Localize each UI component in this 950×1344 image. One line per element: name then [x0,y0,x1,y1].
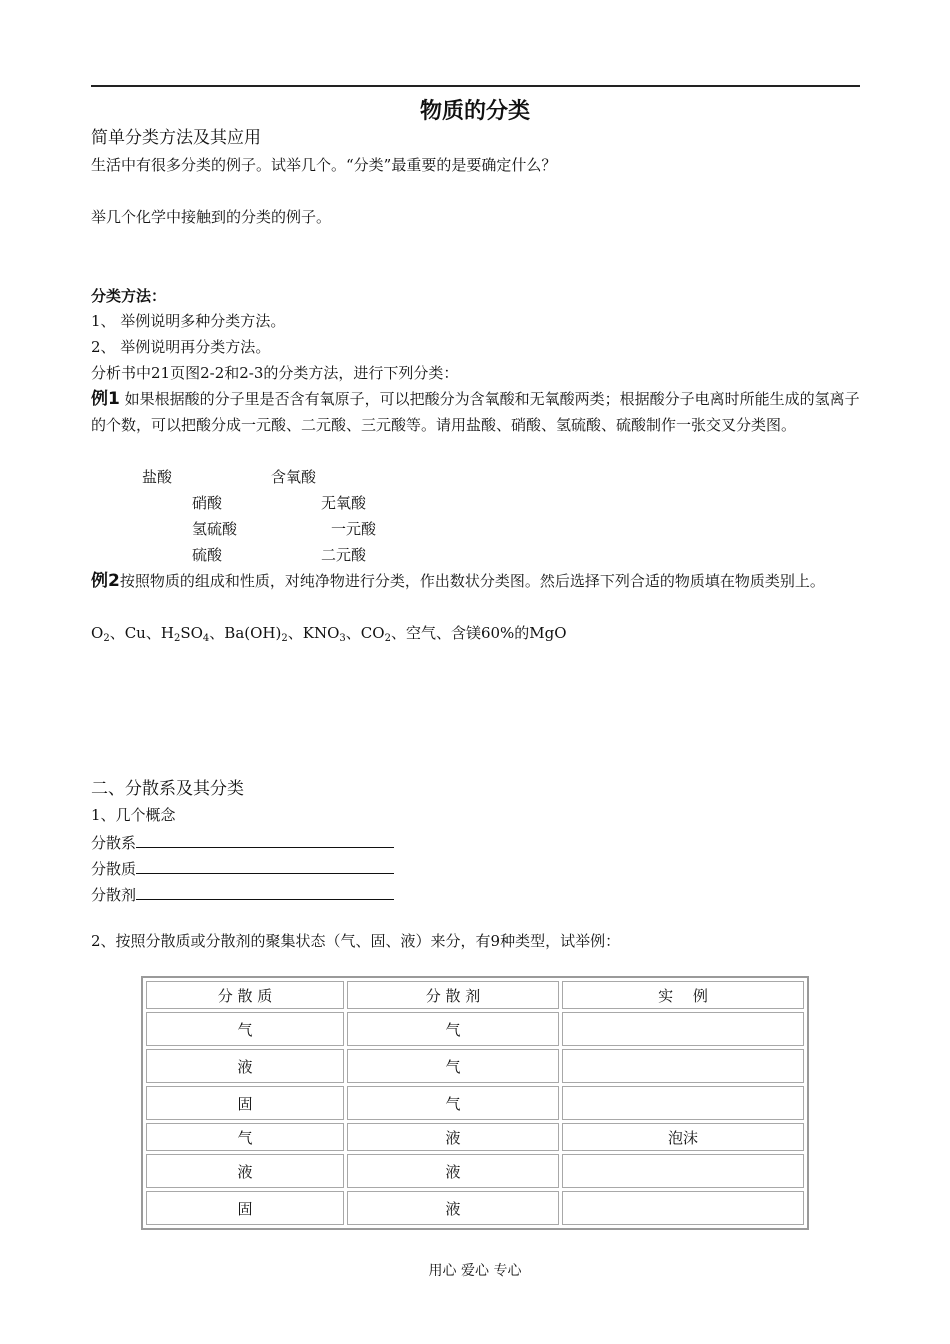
cell-example[interactable]: 泡沫 [562,1123,804,1151]
cell-medium: 气 [347,1086,559,1120]
types-question: 2、按照分散质或分散剂的聚集状态（气、固、液）来分，有9种类型，试举例： [91,932,621,950]
concepts-title: 1、几个概念 [91,806,176,824]
methods-item-1: 1、 举例说明多种分类方法。 [91,312,286,330]
cell-example[interactable] [562,1012,804,1046]
acid-qingliusuan: 氢硫酸 [192,520,238,538]
cell-medium: 液 [347,1191,559,1225]
analysis-instruction: 分析书中21页图2-2和2-3的分类方法，进行下列分类： [91,364,459,382]
header-dispersed-phase: 分 散 质 [146,981,344,1009]
blank-line[interactable] [136,831,394,848]
blank-line[interactable] [136,883,394,900]
substance-list: $O_2$、Cu、$H_2SO_4$、$Ba(OH)_2$、$KNO_3$、$CO_2$、空气、含镁60%的MgO [91,624,567,644]
example-1-label: 例1 [91,389,120,409]
page-title: 物质的分类 [419,99,530,124]
category-dibasic: 二元酸 [321,546,367,564]
cell-phase: 固 [146,1191,344,1225]
dispersion-table [141,976,809,1230]
cell-phase: 液 [146,1154,344,1188]
category-monobasic: 一元酸 [331,520,377,538]
field-fensanzhi: 分散质 [91,857,394,879]
example-2-text: 按照物质的组成和性质，对纯净物进行分类，作出数状分类图。然后选择下列合适的物质填在物质类别上。 [119,572,825,590]
table-header-row [146,981,804,1009]
question-2: 举几个化学中接触到的分类的例子。 [91,208,332,226]
cell-phase: 气 [146,1012,344,1046]
example-2-label: 例2 [91,571,120,591]
section2-heading: 二、分散系及其分类 [91,779,244,799]
cell-medium: 液 [347,1123,559,1151]
table-row [146,1049,804,1083]
cell-example[interactable] [562,1049,804,1083]
cell-example[interactable] [562,1154,804,1188]
header-dispersion-medium: 分 散 剂 [347,981,559,1009]
table-row [146,1086,804,1120]
header-example: 实 例 [562,981,804,1009]
example-2 [91,568,861,594]
cell-medium: 气 [347,1012,559,1046]
table-row [146,1191,804,1225]
cell-medium: 液 [347,1154,559,1188]
cell-example[interactable] [562,1191,804,1225]
category-oxyacid: 含氧酸 [271,468,317,486]
field-fensanxi: 分散系 [91,831,394,853]
acid-liusuan: 硫酸 [192,546,223,564]
example-1-text: 如果根据酸的分子里是否含有氧原子，可以把酸分为含氧酸和无氧酸两类；根据酸分子电离时所能生成的氢离子的个数，可以把酸分成一元酸、二元酸、三元酸等。请用盐酸、硝酸、氢硫酸、硫酸制作一张交叉分类图。 [91,390,860,434]
category-non-oxyacid: 无氧酸 [321,494,367,512]
cell-phase: 固 [146,1086,344,1120]
question-1: 生活中有很多分类的例子。试举几个。“分类”最重要的是要确定什么？ [91,156,557,174]
page-footer: 用心 爱心 专心 [428,1263,522,1279]
section1-heading: 简单分类方法及其应用 [91,128,261,148]
field-fensanji: 分散剂 [91,883,394,905]
table-row [146,1154,804,1188]
header-rule [91,85,860,87]
acid-yansuan: 盐酸 [142,468,173,486]
cell-phase: 气 [146,1123,344,1151]
methods-item-2: 2、 举例说明再分类方法。 [91,338,271,356]
table-row [146,1012,804,1046]
blank-line[interactable] [136,857,394,874]
cell-medium: 气 [347,1049,559,1083]
acid-xiaosuan: 硝酸 [192,494,223,512]
table-row [146,1123,804,1151]
example-1 [91,386,861,438]
cell-example[interactable] [562,1086,804,1120]
cell-phase: 液 [146,1049,344,1083]
methods-heading: 分类方法： [91,287,167,305]
